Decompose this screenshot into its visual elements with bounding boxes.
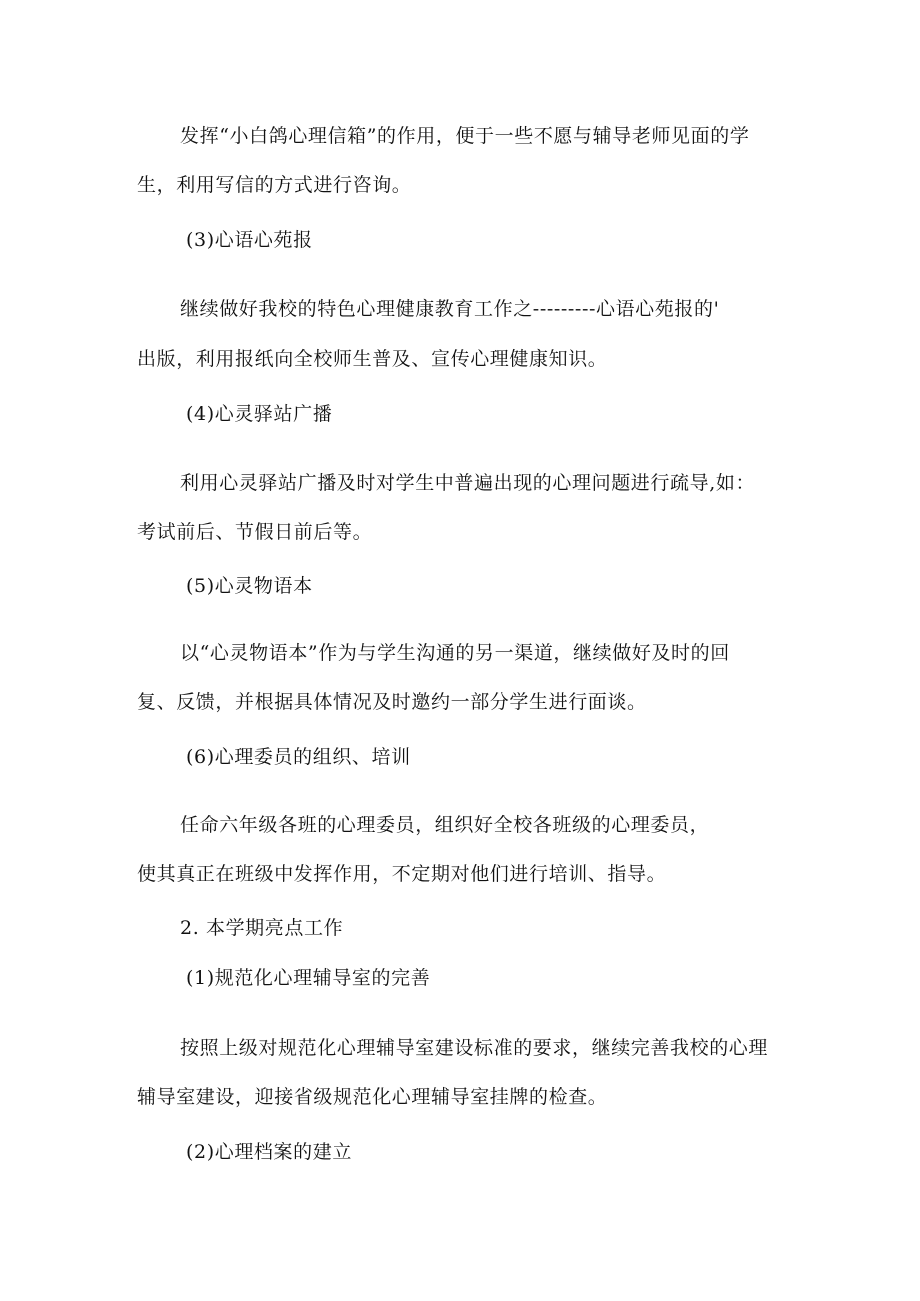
paragraph-line: 辅导室建设，迎接省级规范化心理辅导室挂牌的检查。 <box>137 1086 608 1108</box>
paragraph-line: 以“心灵物语本”作为与学生沟通的另一渠道，继续做好及时的回 <box>180 642 730 664</box>
subheading: (4)心灵驿站广播 <box>186 403 333 425</box>
subheading: (1)规范化心理辅导室的完善 <box>186 967 431 989</box>
paragraph-line: 生，利用写信的方式进行咨询。 <box>137 174 412 196</box>
subheading: (6)心理委员的组织、培训 <box>186 746 411 768</box>
paragraph-line: 发挥“小白鸽心理信箱”的作用，便于一些不愿与辅导老师见面的学 <box>180 125 750 147</box>
section-heading: 2. 本学期亮点工作 <box>180 917 344 939</box>
paragraph-line: 任命六年级各班的心理委员，组织好全校各班级的心理委员， <box>180 814 710 836</box>
paragraph-line: 按照上级对规范化心理辅导室建设标准的要求，继续完善我校的心理 <box>180 1037 769 1059</box>
paragraph-line: 使其真正在班级中发挥作用，不定期对他们进行培训、指导。 <box>137 863 667 885</box>
paragraph-line: 复、反馈，并根据具体情况及时邀约一部分学生进行面谈。 <box>137 691 647 713</box>
subheading: (2)心理档案的建立 <box>186 1141 352 1163</box>
paragraph-line: 利用心灵驿站广播及时对学生中普遍出现的心理问题进行疏导,如： <box>180 472 756 494</box>
paragraph-line: 继续做好我校的特色心理健康教育工作之---------心语心苑报的' <box>180 298 720 320</box>
paragraph-line: 出版，利用报纸向全校师生普及、宣传心理健康知识。 <box>137 348 608 370</box>
subheading: (3)心语心苑报 <box>186 229 313 251</box>
paragraph-line: 考试前后、节假日前后等。 <box>137 521 373 543</box>
subheading: (5)心灵物语本 <box>186 575 313 597</box>
